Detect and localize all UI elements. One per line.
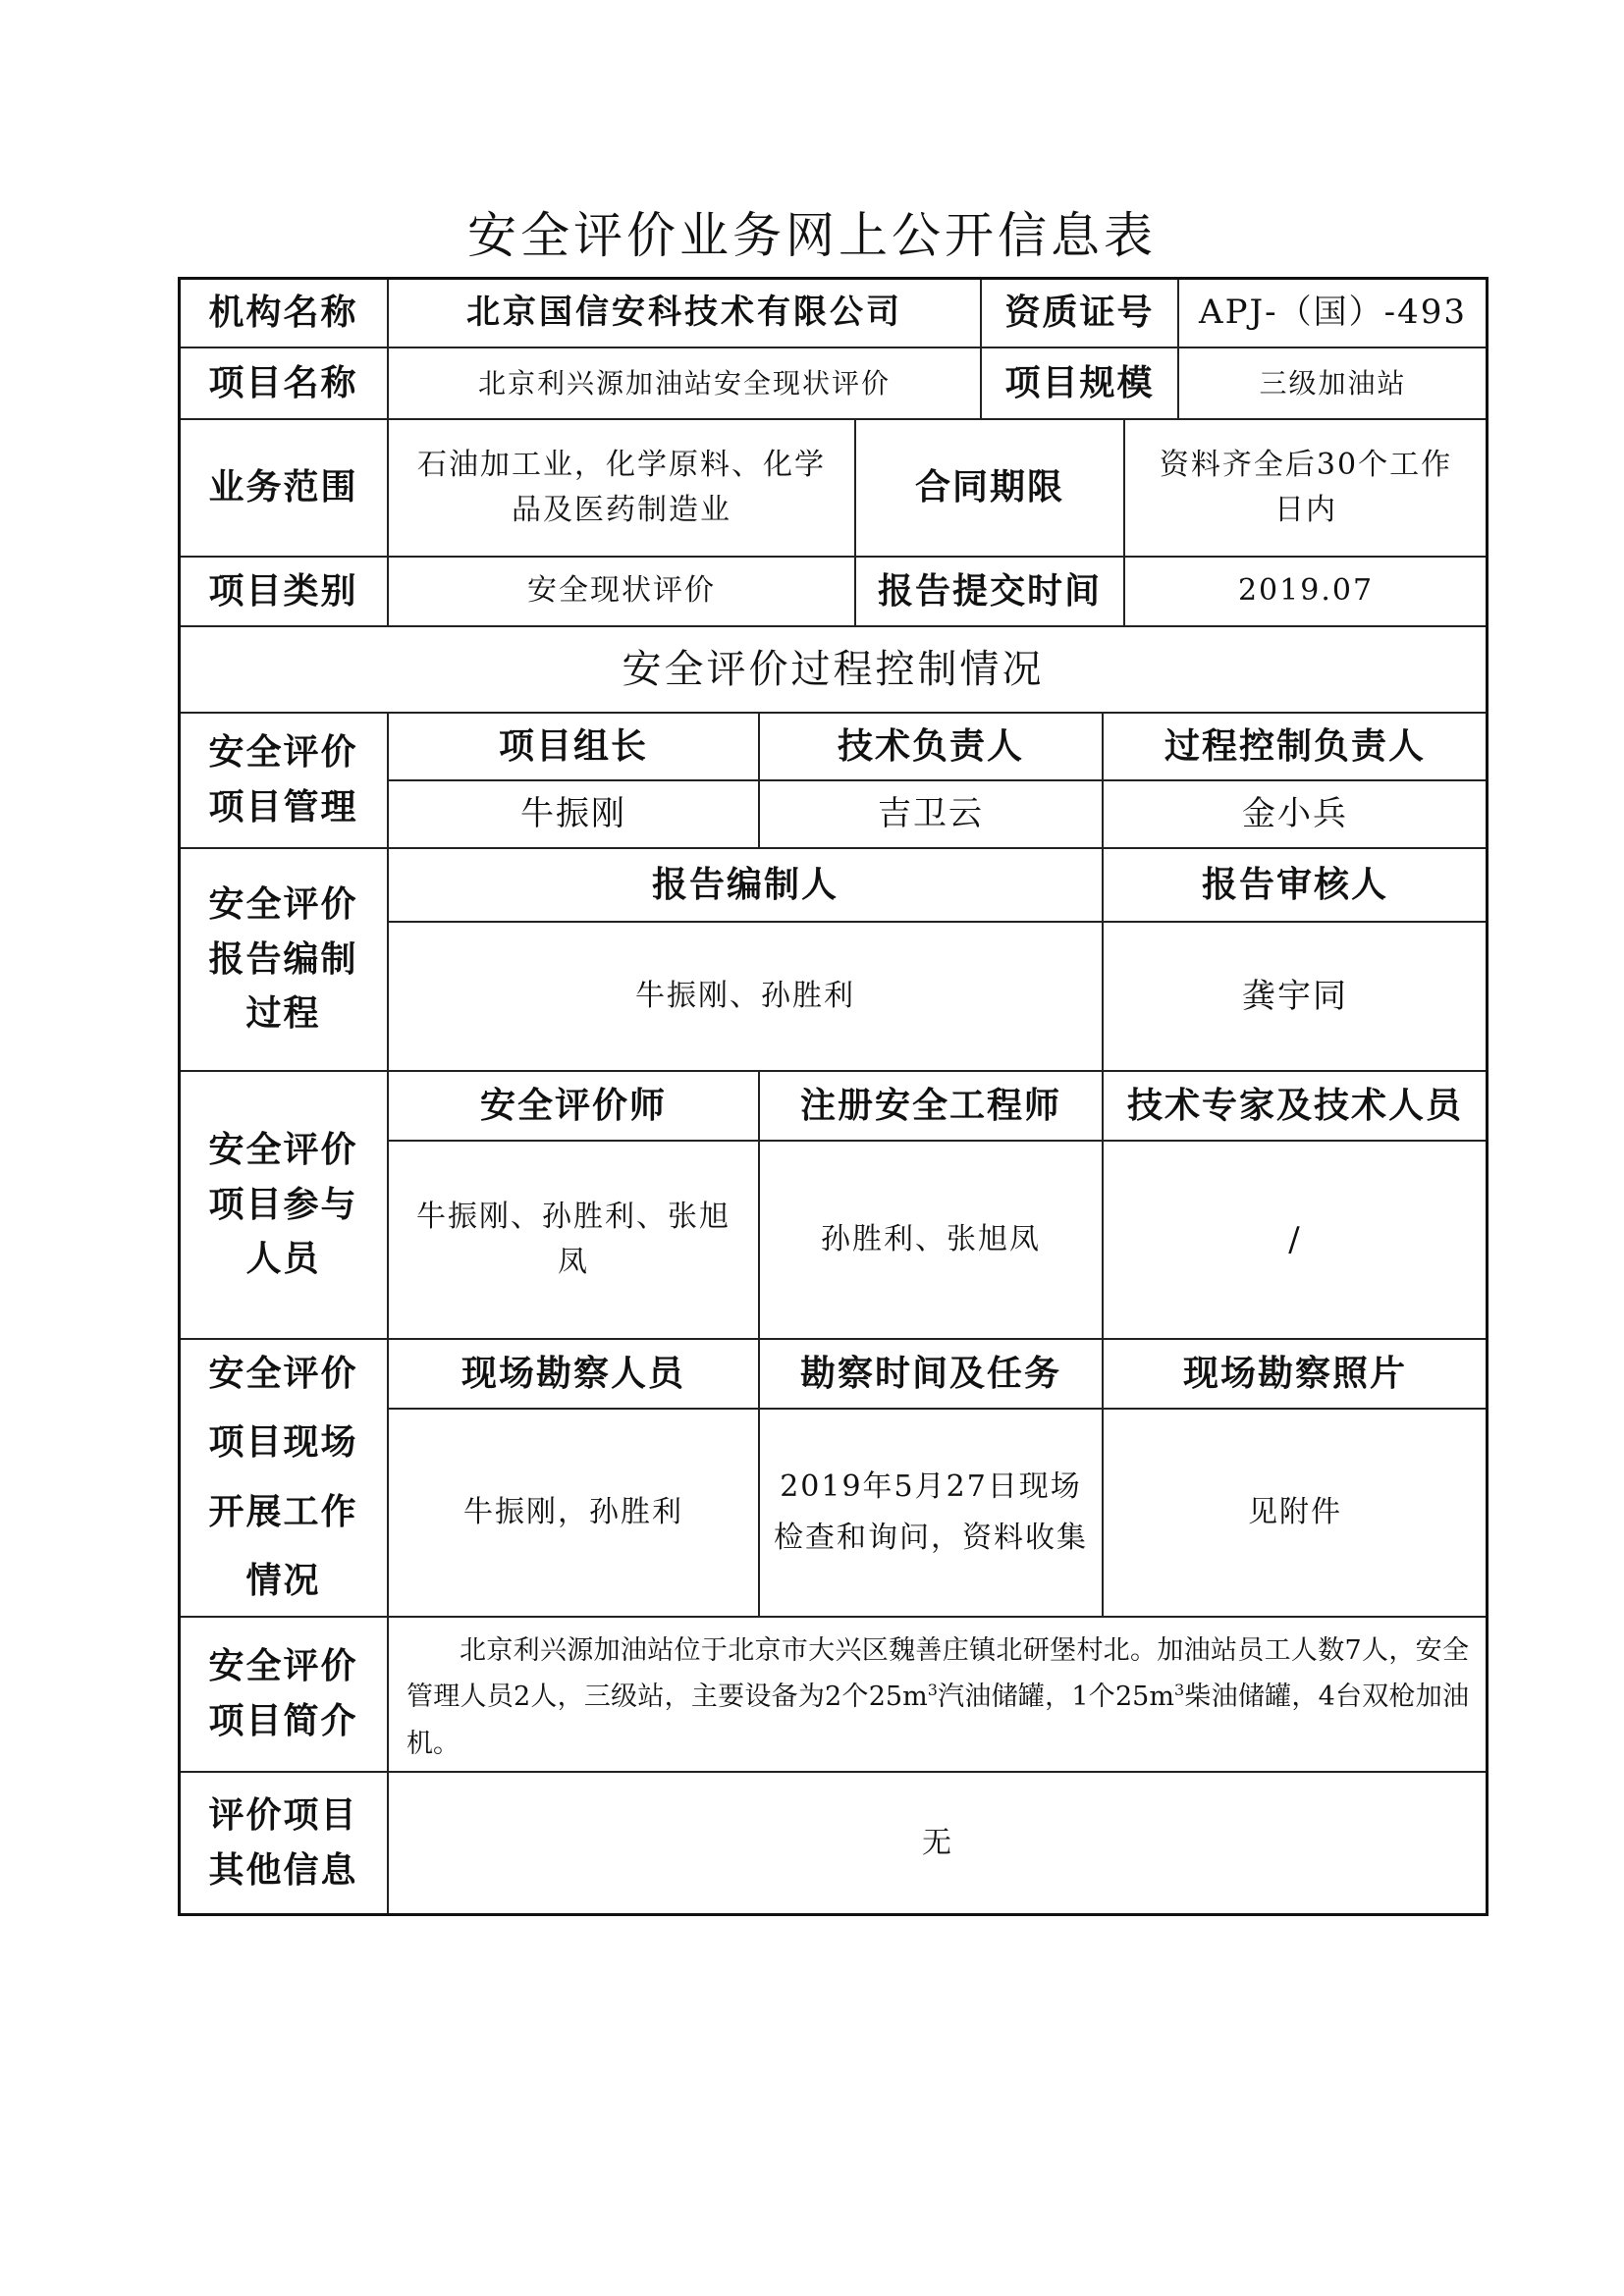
project-type-label: 项目类别 (178, 556, 389, 627)
project-scale-label: 项目规模 (980, 347, 1179, 420)
project-scale-value: 三级加油站 (1177, 347, 1489, 420)
document-title: 安全评价业务网上公开信息表 (467, 207, 1157, 264)
summary-text-part-1: 北京利兴源加油站位于北京市大兴区魏善庄镇北研堡村北。加油站员工人数7人，安全管理人员2人，三级站，主要设备为2个25m (406, 1635, 1469, 1713)
field-staff-value: 牛振刚，孙胜利 (387, 1408, 760, 1618)
participants-label: 安全评价项目参与人员 (178, 1070, 389, 1340)
mgmt-leader-value: 牛振刚 (387, 779, 760, 849)
report-time-label: 报告提交时间 (854, 556, 1125, 627)
process-section-header: 安全评价过程控制情况 (178, 625, 1489, 714)
participants-evaluator-label: 安全评价师 (387, 1070, 760, 1142)
cert-label: 资质证号 (980, 277, 1179, 348)
other-label: 评价项目其他信息 (178, 1771, 389, 1916)
business-scope-value: 石油加工业，化学原料、化学品及医药制造业 (387, 418, 856, 558)
org-name-label: 机构名称 (178, 277, 389, 348)
summary-sup-1: 3 (927, 1681, 938, 1700)
field-photo-value: 见附件 (1102, 1408, 1489, 1618)
project-type-value: 安全现状评价 (387, 556, 856, 627)
report-authors-value: 牛振刚、孙胜利 (387, 921, 1104, 1072)
mgmt-label: 安全评价项目管理 (178, 712, 389, 849)
field-staff-label: 现场勘察人员 (387, 1338, 760, 1410)
mgmt-process-value: 金小兵 (1102, 779, 1489, 849)
other-value: 无 (387, 1771, 1489, 1916)
field-time-value: 2019年5月27日现场检查和询问，资料收集 (758, 1408, 1104, 1618)
participants-experts-value: / (1102, 1140, 1489, 1340)
contract-label: 合同期限 (854, 418, 1125, 558)
report-reviewer-value: 龚宇同 (1102, 921, 1489, 1072)
participants-engineers-value: 孙胜利、张旭凤 (758, 1140, 1104, 1340)
summary-sup-2: 3 (1173, 1681, 1185, 1700)
report-author-label: 报告编制人 (387, 847, 1104, 923)
org-name-value: 北京国信安科技术有限公司 (387, 277, 982, 348)
summary-text-part-3: 柴油储罐，4台双枪加油机。 (406, 1682, 1469, 1759)
report-label: 安全评价报告编制过程 (178, 847, 389, 1072)
summary-text (387, 1616, 1489, 1773)
participants-engineer-label: 注册安全工程师 (758, 1070, 1104, 1142)
project-name-label: 项目名称 (178, 347, 389, 420)
field-label: 安全评价项目现场开展工作情况 (178, 1338, 389, 1618)
cert-value: APJ-（国）-493 (1177, 277, 1489, 348)
mgmt-tech-value: 吉卫云 (758, 779, 1104, 849)
summary-label: 安全评价项目简介 (178, 1616, 389, 1773)
field-time-label: 勘察时间及任务 (758, 1338, 1104, 1410)
mgmt-leader-label: 项目组长 (387, 712, 760, 781)
project-name-value: 北京利兴源加油站安全现状评价 (387, 347, 982, 420)
participants-expert-label: 技术专家及技术人员 (1102, 1070, 1489, 1142)
business-scope-label: 业务范围 (178, 418, 389, 558)
summary-text-part-2: 汽油储罐，1个25m (937, 1682, 1174, 1713)
report-time-value: 2019.07 (1123, 556, 1489, 627)
mgmt-tech-label: 技术负责人 (758, 712, 1104, 781)
contract-value: 资料齐全后30个工作日内 (1123, 418, 1489, 558)
participants-evaluators-value: 牛振刚、孙胜利、张旭凤 (387, 1140, 760, 1340)
mgmt-process-label: 过程控制负责人 (1102, 712, 1489, 781)
field-photo-label: 现场勘察照片 (1102, 1338, 1489, 1410)
report-reviewer-label: 报告审核人 (1102, 847, 1489, 923)
